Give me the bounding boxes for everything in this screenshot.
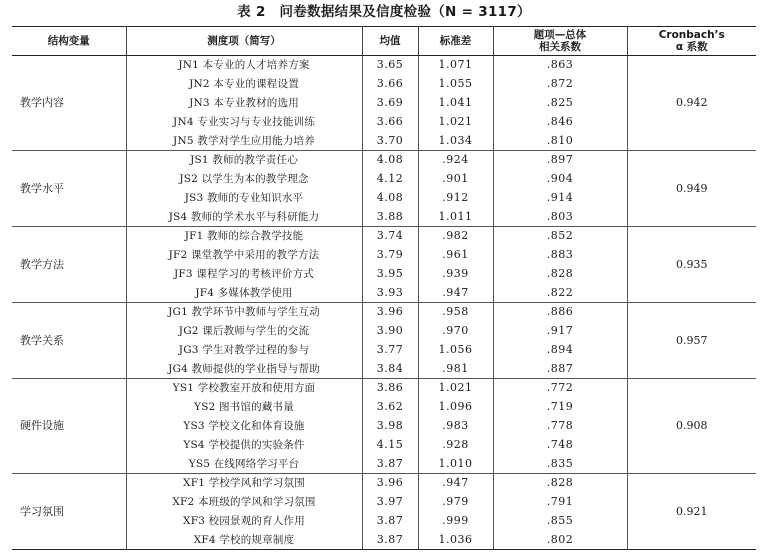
correlation-cell: .828 (493, 474, 627, 493)
mean-cell: 3.87 (362, 455, 418, 474)
mean-cell: 3.62 (362, 398, 418, 417)
item-name-cell: JF2 课堂教学中采用的教学方法 (126, 246, 362, 265)
item-name-cell: JN3 本专业教材的选用 (126, 94, 362, 113)
mean-cell: 3.84 (362, 360, 418, 379)
table-body (12, 56, 756, 550)
correlation-cell: .872 (493, 75, 627, 94)
correlation-cell: .917 (493, 322, 627, 341)
item-name-cell: YS5 在线网络学习平台 (126, 455, 362, 474)
correlation-cell: .822 (493, 284, 627, 303)
mean-cell: 4.15 (362, 436, 418, 455)
correlation-cell: .810 (493, 132, 627, 151)
sd-cell: 1.021 (418, 379, 493, 398)
sd-cell: .970 (418, 322, 493, 341)
mean-cell: 3.77 (362, 341, 418, 360)
sd-cell: .982 (418, 227, 493, 246)
sd-cell: 1.011 (418, 208, 493, 227)
mean-cell: 3.66 (362, 113, 418, 132)
correlation-cell: .887 (493, 360, 627, 379)
sd-cell: .958 (418, 303, 493, 322)
sd-cell: .981 (418, 360, 493, 379)
item-name-cell: JG3 学生对教学过程的参与 (126, 341, 362, 360)
correlation-cell: .855 (493, 512, 627, 531)
item-name-cell: XF4 学校的规章制度 (126, 531, 362, 550)
sd-cell: 1.021 (418, 113, 493, 132)
correlation-cell: .894 (493, 341, 627, 360)
mean-cell: 4.08 (362, 189, 418, 208)
dimension-cell: 学习氛围 (12, 474, 126, 550)
alpha-cell: 0.921 (627, 474, 756, 550)
correlation-cell: .897 (493, 151, 627, 170)
alpha-cell: 0.942 (627, 56, 756, 151)
sd-cell: 1.071 (418, 56, 493, 75)
table-row (12, 151, 756, 170)
mean-cell: 3.74 (362, 227, 418, 246)
sd-cell: .983 (418, 417, 493, 436)
item-name-cell: JF3 课程学习的考核评价方式 (126, 265, 362, 284)
header-mean: 均值 (362, 27, 418, 56)
item-name-cell: JS2 以学生为本的教学理念 (126, 170, 362, 189)
item-name-cell: XF1 学校学风和学习氛围 (126, 474, 362, 493)
mean-cell: 3.97 (362, 493, 418, 512)
item-name-cell: JS4 教师的学术水平与科研能力 (126, 208, 362, 227)
header-corr-line2: 相关系数 (539, 41, 581, 53)
alpha-cell: 0.908 (627, 379, 756, 474)
mean-cell: 3.95 (362, 265, 418, 284)
correlation-cell: .835 (493, 455, 627, 474)
correlation-cell: .748 (493, 436, 627, 455)
sd-cell: 1.056 (418, 341, 493, 360)
mean-cell: 3.90 (362, 322, 418, 341)
item-name-cell: JN2 本专业的课程设置 (126, 75, 362, 94)
table-row (12, 379, 756, 398)
item-name-cell: YS3 学校文化和体育设施 (126, 417, 362, 436)
correlation-cell: .914 (493, 189, 627, 208)
correlation-cell: .825 (493, 94, 627, 113)
item-name-cell: YS2 图书馆的藏书量 (126, 398, 362, 417)
correlation-cell: .803 (493, 208, 627, 227)
mean-cell: 3.98 (362, 417, 418, 436)
mean-cell: 3.69 (362, 94, 418, 113)
item-name-cell: JF1 教师的综合教学技能 (126, 227, 362, 246)
dimension-cell: 教学水平 (12, 151, 126, 227)
item-name-cell: JS3 教师的专业知识水平 (126, 189, 362, 208)
mean-cell: 3.93 (362, 284, 418, 303)
dimension-cell: 教学方法 (12, 227, 126, 303)
sd-cell: .939 (418, 265, 493, 284)
sd-cell: 1.096 (418, 398, 493, 417)
mean-cell: 3.96 (362, 303, 418, 322)
correlation-cell: .791 (493, 493, 627, 512)
correlation-cell: .852 (493, 227, 627, 246)
mean-cell: 3.88 (362, 208, 418, 227)
correlation-cell: .719 (493, 398, 627, 417)
table-row (12, 227, 756, 246)
sd-cell: 1.034 (418, 132, 493, 151)
correlation-cell: .772 (493, 379, 627, 398)
item-name-cell: JG1 教学环节中教师与学生互动 (126, 303, 362, 322)
sd-cell: .961 (418, 246, 493, 265)
correlation-cell: .886 (493, 303, 627, 322)
alpha-cell: 0.935 (627, 227, 756, 303)
mean-cell: 3.87 (362, 512, 418, 531)
sd-cell: .928 (418, 436, 493, 455)
mean-cell: 3.66 (362, 75, 418, 94)
mean-cell: 4.08 (362, 151, 418, 170)
correlation-cell: .846 (493, 113, 627, 132)
header-item: 测度项（简写） (126, 27, 362, 56)
item-name-cell: JN5 教学对学生应用能力培养 (126, 132, 362, 151)
header-item-total-correlation (493, 27, 627, 56)
mean-cell: 3.96 (362, 474, 418, 493)
item-name-cell: JG4 教师提供的学业指导与帮助 (126, 360, 362, 379)
item-name-cell: JS1 教师的教学责任心 (126, 151, 362, 170)
dimension-cell: 教学内容 (12, 56, 126, 151)
mean-cell: 3.86 (362, 379, 418, 398)
sd-cell: .924 (418, 151, 493, 170)
item-name-cell: JG2 课后教师与学生的交流 (126, 322, 362, 341)
sd-cell: .979 (418, 493, 493, 512)
item-name-cell: JF4 多媒体教学使用 (126, 284, 362, 303)
alpha-cell: 0.949 (627, 151, 756, 227)
item-name-cell: XF3 校园景观的育人作用 (126, 512, 362, 531)
sd-cell: 1.041 (418, 94, 493, 113)
sd-cell: 1.055 (418, 75, 493, 94)
header-corr-line1: 题项—总体 (533, 29, 587, 41)
dimension-cell: 硬件设施 (12, 379, 126, 474)
mean-cell: 3.65 (362, 56, 418, 75)
item-name-cell: YS1 学校教室开放和使用方面 (126, 379, 362, 398)
item-name-cell: JN4 专业实习与专业技能训练 (126, 113, 362, 132)
item-name-cell: JN1 本专业的人才培养方案 (126, 56, 362, 75)
correlation-cell: .883 (493, 246, 627, 265)
header-row (12, 27, 756, 56)
item-name-cell: XF2 本班级的学风和学习氛围 (126, 493, 362, 512)
header-dimension: 结构变量 (12, 27, 126, 56)
sd-cell: .947 (418, 474, 493, 493)
sd-cell: .912 (418, 189, 493, 208)
mean-cell: 3.87 (362, 531, 418, 550)
sd-cell: .999 (418, 512, 493, 531)
mean-cell: 3.79 (362, 246, 418, 265)
survey-results-table (12, 26, 756, 550)
alpha-cell: 0.957 (627, 303, 756, 379)
sd-cell: 1.010 (418, 455, 493, 474)
mean-cell: 4.12 (362, 170, 418, 189)
header-cronbach-alpha (627, 27, 756, 56)
correlation-cell: .904 (493, 170, 627, 189)
header-alpha-line1: Cronbach’s (658, 29, 725, 41)
mean-cell: 3.70 (362, 132, 418, 151)
sd-cell: 1.036 (418, 531, 493, 550)
sd-cell: .947 (418, 284, 493, 303)
table-row (12, 474, 756, 493)
table-row (12, 56, 756, 75)
correlation-cell: .828 (493, 265, 627, 284)
sd-cell: .901 (418, 170, 493, 189)
correlation-cell: .802 (493, 531, 627, 550)
item-name-cell: YS4 学校提供的实验条件 (126, 436, 362, 455)
correlation-cell: .863 (493, 56, 627, 75)
table-row (12, 303, 756, 322)
table-caption: 表 2 问卷数据结果及信度检验（N = 3117） (237, 4, 531, 20)
dimension-cell: 教学关系 (12, 303, 126, 379)
header-sd: 标准差 (418, 27, 493, 56)
correlation-cell: .778 (493, 417, 627, 436)
header-alpha-line2: α 系数 (675, 41, 708, 53)
